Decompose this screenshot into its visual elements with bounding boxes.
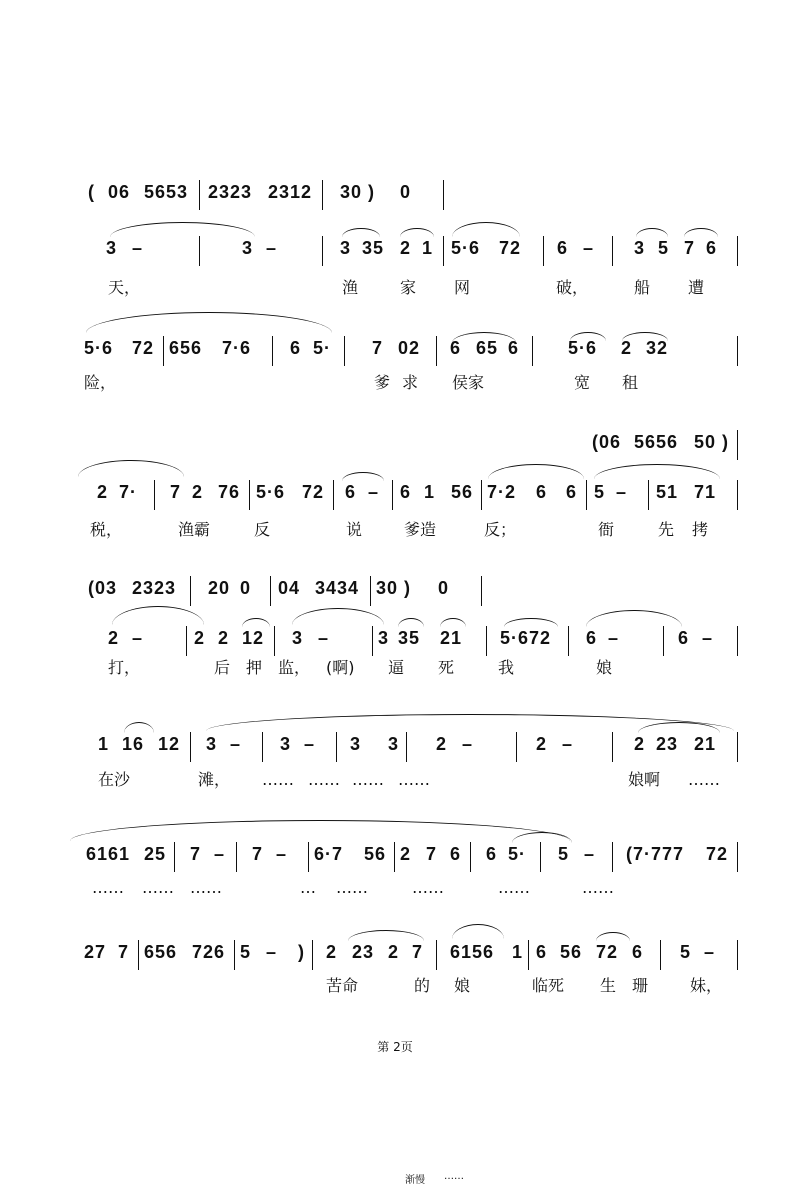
- note: 1: [98, 734, 110, 754]
- lyric: 拷: [692, 520, 709, 539]
- note: 6: [508, 338, 520, 358]
- note: 3: [206, 734, 218, 754]
- note: 7: [170, 482, 182, 502]
- barline: [272, 336, 273, 366]
- lyric: 生: [600, 976, 617, 995]
- staff-line-1: [0, 180, 790, 210]
- staff-line-5: [0, 626, 790, 656]
- staff-line-8: [0, 940, 790, 970]
- lyric: 死: [438, 658, 455, 677]
- barline: [249, 480, 250, 510]
- barline: [528, 940, 529, 970]
- note: –: [318, 628, 330, 648]
- slur: [586, 610, 682, 627]
- note: 2: [218, 628, 230, 648]
- note: 56: [451, 482, 474, 502]
- note: 2: [192, 482, 204, 502]
- note: 5: [558, 844, 570, 864]
- barline: [612, 842, 613, 872]
- lyric: 妹，: [690, 976, 723, 995]
- barline: [436, 336, 437, 366]
- note: 3434: [315, 578, 360, 598]
- note: 72: [302, 482, 325, 502]
- barline: [312, 940, 313, 970]
- note: –: [266, 238, 278, 258]
- barline: [394, 842, 395, 872]
- note: 2312: [268, 182, 313, 202]
- note: –: [276, 844, 288, 864]
- lyric: 租: [622, 373, 639, 392]
- note: 7: [684, 238, 696, 258]
- note: 0: [438, 578, 450, 598]
- barline: [154, 480, 155, 510]
- note: 35: [362, 238, 385, 258]
- lyric: 娘啊: [628, 770, 661, 789]
- barline: [516, 732, 517, 762]
- lyric: 后: [214, 658, 231, 677]
- note: 726: [192, 942, 226, 962]
- barline: [470, 842, 471, 872]
- note: 2: [621, 338, 633, 358]
- lyric: 反；: [484, 520, 517, 539]
- note: 30: [376, 578, 399, 598]
- note: 5·672: [500, 628, 552, 648]
- barline: [236, 842, 237, 872]
- barline: [333, 480, 334, 510]
- note: 65: [476, 338, 499, 358]
- staff-line-6: [0, 732, 790, 762]
- barline: [443, 236, 444, 266]
- note: 6: [450, 844, 462, 864]
- barline: [436, 940, 437, 970]
- lyric: 反: [254, 520, 271, 539]
- note: –: [132, 628, 144, 648]
- slur: [110, 222, 255, 237]
- note: 5·6: [84, 338, 114, 358]
- staff-line-2: [0, 236, 790, 266]
- barline: [540, 842, 541, 872]
- lyric: 珊: [632, 976, 649, 995]
- slur: [86, 312, 332, 333]
- barline: [392, 480, 393, 510]
- note: 1: [424, 482, 436, 502]
- note: 7·: [119, 482, 138, 502]
- note: 32: [646, 338, 669, 358]
- note: 72: [706, 844, 729, 864]
- barline: [486, 626, 487, 656]
- lyric: 求: [402, 373, 419, 392]
- note: –: [304, 734, 316, 754]
- note: –: [583, 238, 595, 258]
- barline: [262, 732, 263, 762]
- note: 72: [596, 942, 619, 962]
- slur: [78, 460, 184, 477]
- note: 56: [560, 942, 583, 962]
- note: 2: [108, 628, 120, 648]
- note: 7: [190, 844, 202, 864]
- note: –: [608, 628, 620, 648]
- note: 72: [499, 238, 522, 258]
- barline: [199, 236, 200, 266]
- barline: [737, 480, 738, 510]
- note: 7: [252, 844, 264, 864]
- note: 21: [694, 734, 717, 754]
- barline: [336, 732, 337, 762]
- lyric: 我: [498, 658, 515, 677]
- note: 5·6: [568, 338, 598, 358]
- note: 6: [586, 628, 598, 648]
- note: –: [230, 734, 242, 754]
- note: –: [616, 482, 628, 502]
- barline: [481, 480, 482, 510]
- staff-line-4-instrumental: [0, 430, 790, 460]
- note: 35: [398, 628, 421, 648]
- barline: [199, 180, 200, 210]
- barline: [543, 236, 544, 266]
- note: 30: [340, 182, 363, 202]
- note: (03: [88, 578, 118, 598]
- note: –: [562, 734, 574, 754]
- note: 23: [656, 734, 679, 754]
- staff-line-3: [0, 336, 790, 366]
- lyric: 说: [346, 520, 363, 539]
- note: 25: [144, 844, 167, 864]
- lyric: 爹: [374, 373, 391, 392]
- note: 76: [218, 482, 241, 502]
- lyric: 娘: [596, 658, 613, 677]
- note: 6: [450, 338, 462, 358]
- slur: [452, 222, 520, 237]
- barline: [322, 236, 323, 266]
- lyric: 天，: [108, 278, 141, 297]
- barline: [737, 940, 738, 970]
- lyric: 娘: [454, 976, 471, 995]
- barline: [586, 480, 587, 510]
- lyric: 监，: [278, 658, 311, 677]
- note: –: [584, 844, 596, 864]
- lyric: …: [300, 878, 316, 897]
- note: 6: [536, 482, 548, 502]
- barline: [443, 180, 444, 210]
- lyric: ……: [336, 878, 368, 897]
- note: 7: [118, 942, 130, 962]
- note: 56: [364, 844, 387, 864]
- barline: [660, 940, 661, 970]
- note: 1: [512, 942, 524, 962]
- note: –: [132, 238, 144, 258]
- note: 6: [486, 844, 498, 864]
- note: 1: [422, 238, 434, 258]
- note: 5·6: [256, 482, 286, 502]
- note: 6: [678, 628, 690, 648]
- note: 2: [400, 844, 412, 864]
- note: 27: [84, 942, 107, 962]
- lyric: 押: [246, 658, 263, 677]
- note: 6: [632, 942, 644, 962]
- lyric: 渔: [342, 278, 359, 297]
- note: –: [704, 942, 716, 962]
- slur: [452, 924, 504, 939]
- note: 3: [634, 238, 646, 258]
- note: 6: [345, 482, 357, 502]
- lyric: 的: [414, 976, 431, 995]
- note: 7·6: [222, 338, 252, 358]
- note: ): [722, 432, 729, 452]
- lyric: 衙: [598, 520, 615, 539]
- lyric: ……: [582, 878, 614, 897]
- note: 6·7: [314, 844, 344, 864]
- note: 5·: [313, 338, 332, 358]
- barline: [190, 576, 191, 606]
- note: 21: [440, 628, 463, 648]
- lyric: ……: [262, 770, 294, 789]
- lyric: ……: [398, 770, 430, 789]
- slur: [70, 820, 570, 841]
- note: 3: [350, 734, 362, 754]
- lyric: ……: [308, 770, 340, 789]
- note: 3: [388, 734, 400, 754]
- note: 5: [680, 942, 692, 962]
- note: 5: [240, 942, 252, 962]
- barline: [612, 732, 613, 762]
- staff-line-4: [0, 480, 790, 510]
- note: 23: [352, 942, 375, 962]
- lyric: 破，: [556, 278, 589, 297]
- note: 51: [656, 482, 679, 502]
- note: 3: [280, 734, 292, 754]
- barline: [322, 180, 323, 210]
- note: 0: [240, 578, 252, 598]
- barline: [481, 576, 482, 606]
- note: 7: [372, 338, 384, 358]
- slur: [112, 606, 204, 625]
- note: –: [214, 844, 226, 864]
- lyric: 滩，: [198, 770, 231, 789]
- note: –: [368, 482, 380, 502]
- barline: [737, 842, 738, 872]
- lyric: 税，: [90, 520, 123, 539]
- note: 7: [426, 844, 438, 864]
- barline: [648, 480, 649, 510]
- note: 6: [566, 482, 578, 502]
- note: 72: [132, 338, 155, 358]
- note: 06: [108, 182, 131, 202]
- barline: [568, 626, 569, 656]
- barline: [372, 626, 373, 656]
- barline: [663, 626, 664, 656]
- note: (06: [592, 432, 622, 452]
- note: 3: [242, 238, 254, 258]
- note: 6: [400, 482, 412, 502]
- barline: [270, 576, 271, 606]
- note: 02: [398, 338, 421, 358]
- barline: [737, 236, 738, 266]
- lyric: (啊): [326, 658, 355, 677]
- note: 2323: [208, 182, 253, 202]
- note: 6: [557, 238, 569, 258]
- barline: [406, 732, 407, 762]
- note: 20: [208, 578, 231, 598]
- note: (: [88, 182, 95, 202]
- note: 3: [378, 628, 390, 648]
- note: –: [702, 628, 714, 648]
- continuation-dots: ……: [444, 1171, 464, 1182]
- lyric: ……: [498, 878, 530, 897]
- lyric: 家: [400, 278, 417, 297]
- lyric: 船: [634, 278, 651, 297]
- note: 0: [400, 182, 412, 202]
- lyric: ……: [190, 878, 222, 897]
- note: 5·: [508, 844, 527, 864]
- note: 2: [634, 734, 646, 754]
- lyric: 宽: [574, 373, 591, 392]
- lyric: 打，: [108, 658, 141, 677]
- note: ): [404, 578, 411, 598]
- slur: [594, 464, 720, 479]
- note: 2: [400, 238, 412, 258]
- note: 5·6: [451, 238, 481, 258]
- lyric: 苦命: [326, 976, 359, 995]
- lyric: 临死: [532, 976, 565, 995]
- note: 16: [122, 734, 145, 754]
- note: 656: [169, 338, 203, 358]
- note: 2: [436, 734, 448, 754]
- note: 7·2: [487, 482, 517, 502]
- note: 2: [536, 734, 548, 754]
- barline: [186, 626, 187, 656]
- barline: [190, 732, 191, 762]
- note: 12: [158, 734, 181, 754]
- barline: [737, 430, 738, 460]
- note: 3: [340, 238, 352, 258]
- note: 6: [536, 942, 548, 962]
- barline: [612, 236, 613, 266]
- barline: [737, 336, 738, 366]
- lyric: 网: [454, 278, 471, 297]
- note: 2: [97, 482, 109, 502]
- lyric: ……: [92, 878, 124, 897]
- note: 71: [694, 482, 717, 502]
- note: (7·777: [626, 844, 685, 864]
- lyric: 侯家: [452, 373, 485, 392]
- page-number: 第 2页: [377, 1040, 413, 1054]
- note: ): [298, 942, 305, 962]
- note: 2: [388, 942, 400, 962]
- note: 6: [706, 238, 718, 258]
- lyric: 险，: [84, 373, 117, 392]
- lyric: 爹造: [404, 520, 437, 539]
- tempo-marking: 渐慢: [405, 1175, 425, 1186]
- lyric: ……: [352, 770, 384, 789]
- barline: [737, 626, 738, 656]
- slur: [488, 464, 584, 479]
- lyric: 逼: [388, 658, 405, 677]
- note: ): [368, 182, 375, 202]
- lyric: 先: [658, 520, 675, 539]
- note: 6161: [86, 844, 131, 864]
- note: 5656: [634, 432, 679, 452]
- barline: [274, 626, 275, 656]
- barline: [138, 940, 139, 970]
- note: 656: [144, 942, 178, 962]
- barline: [234, 940, 235, 970]
- barline: [163, 336, 164, 366]
- barline: [737, 732, 738, 762]
- lyric: ……: [688, 770, 720, 789]
- note: 2323: [132, 578, 177, 598]
- lyric: ……: [412, 878, 444, 897]
- note: 2: [326, 942, 338, 962]
- note: 3: [292, 628, 304, 648]
- note: 6: [290, 338, 302, 358]
- note: –: [266, 942, 278, 962]
- staff-line-7: [0, 842, 790, 872]
- barline: [308, 842, 309, 872]
- note: 6156: [450, 942, 495, 962]
- note: 7: [412, 942, 424, 962]
- note: 3: [106, 238, 118, 258]
- barline: [532, 336, 533, 366]
- lyric: 遭: [688, 278, 705, 297]
- barline: [344, 336, 345, 366]
- note: 5: [658, 238, 670, 258]
- note: 2: [194, 628, 206, 648]
- note: 50: [694, 432, 717, 452]
- lyric: ……: [142, 878, 174, 897]
- note: –: [462, 734, 474, 754]
- slur: [292, 608, 384, 625]
- lyric: 在沙: [98, 770, 131, 789]
- barline: [370, 576, 371, 606]
- note: 5: [594, 482, 606, 502]
- lyric: 渔霸: [178, 520, 211, 539]
- note: 04: [278, 578, 301, 598]
- barline: [174, 842, 175, 872]
- note: 12: [242, 628, 265, 648]
- note: 5653: [144, 182, 189, 202]
